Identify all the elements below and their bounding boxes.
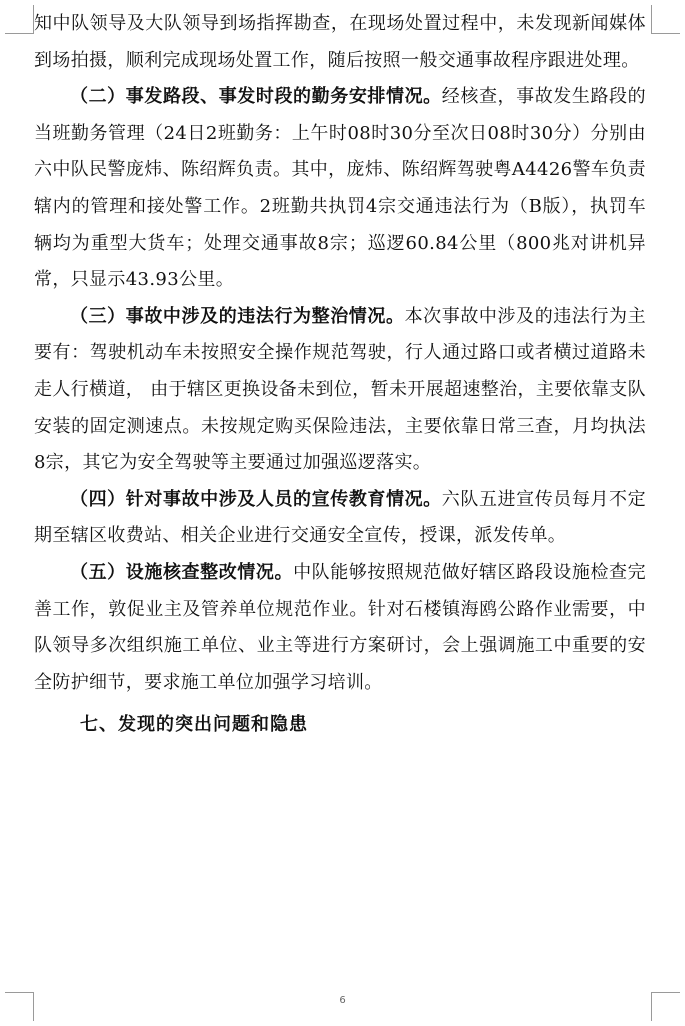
section-heading: 七、发现的突出问题和隐患 xyxy=(80,714,308,736)
paragraph-text: 经核查，事故发生路段的当班勤务管理（24日2班勤务：上午时08时30分至次日08时30分）分别由六中队民警庞炜、陈绍辉负责。其中，庞炜、陈绍辉驾驶粤A4426警车负责辖内的管理和接处警工作。2班勤共执罚4宗交通违法行为（B版），执罚车辆均为重型大货车；处理交通事故8宗；巡逻60.84公里（800兆对讲机异常，只显示43.93公里。 xyxy=(34,86,646,291)
paragraph-continuation xyxy=(34,6,646,79)
paragraph-text: 本次事故中涉及的违法行为主要有：驾驶机动车未按照安全操作规范驾驶，行人通过路口或者横过道路未走人行横道， 由于辖区更换设备未到位，暂未开展超速整治，主要依靠支队安装的固定测速点。未按规定购买保险违法，主要依靠日常三查，月均执法8宗，其它为安全驾驶等主要通过加强巡逻落实。 xyxy=(34,305,646,474)
crop-mark-top-left xyxy=(5,5,34,34)
paragraph-lead: （四）针对事故中涉及人员的宣传教育情况。 xyxy=(70,488,442,510)
paragraph-lead: （二）事发路段、事发时段的勤务安排情况。 xyxy=(70,86,442,108)
page-number: 6 xyxy=(339,995,346,1006)
paragraph-facility-inspection xyxy=(34,555,646,701)
document-body xyxy=(34,6,646,745)
crop-mark-top-right xyxy=(651,5,680,34)
paragraph-duty-arrangement xyxy=(34,79,646,299)
paragraph-text: 六队五进宣传员每月不定期至辖区收费站、相关企业进行交通安全宣传，授课，派发传单。 xyxy=(34,488,646,547)
paragraph-text: 中队能够按照规范做好辖区路段设施检查完善工作，敦促业主及管养单位规范作业。针对石楼镇海鸥公路作业需要，中队领导多次组织施工单位、业主等进行方案研讨，会上强调施工中重要的安全防护细节，要求施工单位加强学习培训。 xyxy=(34,561,646,693)
paragraph-lead: （三）事故中涉及的违法行为整治情况。 xyxy=(70,305,405,327)
paragraph-text: 知中队领导及大队领导到场指挥勘查，在现场处置过程中，未发现新闻媒体到场拍摄，顺利完成现场处置工作，随后按照一般交通事故程序跟进处理。 xyxy=(34,13,646,71)
paragraph-violation-rectification xyxy=(34,299,646,482)
paragraph-publicity-education xyxy=(34,482,646,555)
paragraph-lead: （五）设施核查整改情况。 xyxy=(70,561,294,583)
